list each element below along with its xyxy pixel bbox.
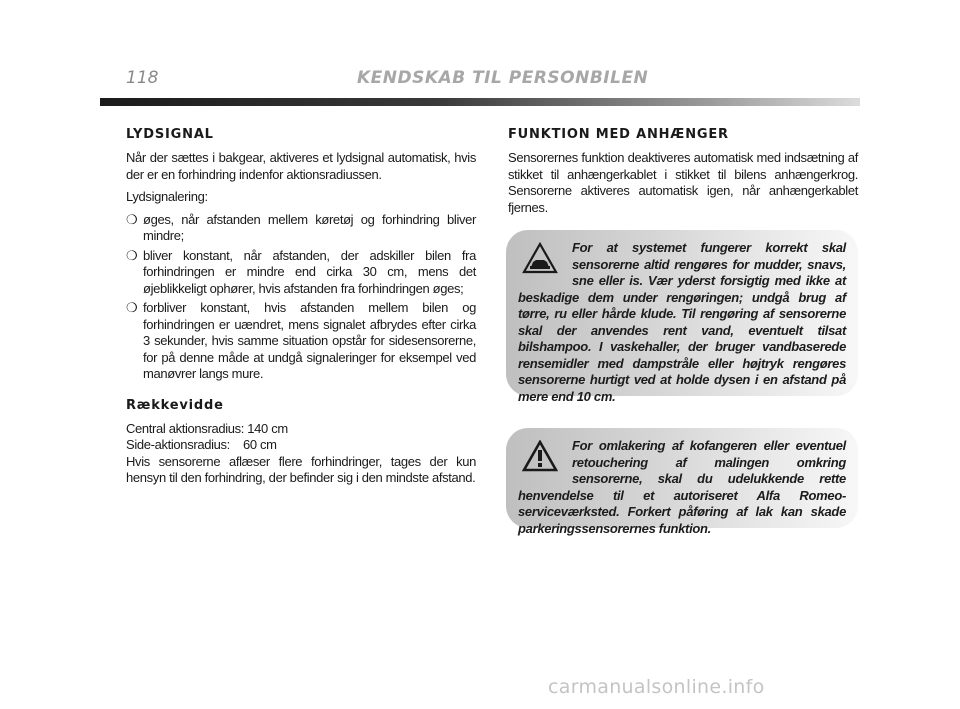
central-range-line — [126, 421, 476, 438]
bumper-paint-note-text: For omlakering af kofangeren eller eventuel retouchering af malingen omkring sensorerne, skal du udelukkende rette henvendelse til et autoriseret Alfa Romeo-serviceværksted. Forkert påføring af lak kan skade parkeringssensorernes funktion. — [518, 438, 846, 536]
page-number: 118 — [126, 68, 159, 88]
list-item — [126, 212, 476, 245]
circle-bullet-icon: ❍ — [126, 300, 138, 315]
lydsignal-bullet-list — [126, 212, 476, 383]
anhaenger-text: Sensorernes funktion deaktiveres automatisk med indsætning af stikket til anhængerkablet i stikket til bilens anhængerkrog. Sensorerne aktiveres automatisk igen, når anhængerkablet fjernes. — [508, 150, 858, 215]
right-column — [508, 126, 858, 222]
header-rule — [100, 98, 860, 106]
exclamation-warning-triangle-icon — [522, 440, 558, 472]
sensor-cleaning-note — [506, 230, 858, 404]
list-item-text: øges, når afstanden mellem køretøj og forhindring bliver mindre; — [143, 211, 476, 243]
lydsignal-intro: Når der sættes i bakgear, aktiveres et lydsignal automatisk, hvis der er en forhindring indenfor aktionsradiussen. — [126, 150, 476, 182]
list-item — [126, 300, 476, 383]
bumper-paint-note — [506, 428, 858, 536]
central-range-value: 140 cm — [247, 420, 288, 436]
list-item — [126, 248, 476, 298]
lydsignal-heading: LYDSIGNAL — [126, 127, 214, 142]
watermark: carmanualsonline.info — [548, 676, 765, 698]
page-header-title: KENDSKAB TIL PERSONBILEN — [357, 68, 649, 88]
circle-bullet-icon: ❍ — [126, 211, 138, 227]
central-range-label: Central aktionsradius: — [126, 420, 245, 436]
side-range-label: Side-aktionsradius: — [126, 437, 230, 452]
anhaenger-heading: FUNKTION MED ANHÆNGER — [508, 127, 729, 142]
circle-bullet-icon: ❍ — [126, 247, 138, 263]
left-column — [126, 126, 476, 493]
car-warning-triangle-icon — [522, 242, 558, 274]
side-range-line — [126, 437, 476, 454]
raekkevidde-text: Hvis sensorerne aflæser flere forhindringer, tages der kun hensyn til den forhindring, der befinder sig i den mindste afstand. — [126, 453, 476, 485]
sensor-cleaning-note-text: For at systemet fungerer korrekt skal sensorerne altid rengøres for mudder, snavs, sne eller is. Vær yderst forsigtig med ikke at beskadige dem under rengøringen; undgå brug af tørre, ru eller hårde klude. Til rengøring af sensorerne skal der anvendes rent vand, eventuelt tilsat bilshampoo. I vaskehaller, der bruger vandbaserede rensemidler med dampstråle eller højtryk rengøres sensorerne hurtigt ved at holde dysen i en afstand på mere end 10 cm. — [518, 240, 846, 404]
raekkevidde-heading: Rækkevidde — [126, 397, 224, 413]
side-range-value: 60 cm — [242, 437, 277, 452]
list-item-text: forbliver konstant, hvis afstanden mellem bilen og forhindringen er uændret, mens signalet afbrydes efter cirka 3 sekunder, hvis samme situation opstår for sidesensorerne, for på denne måde at undgå signaleringer for eksempel ved manøvrer langs mure. — [143, 300, 476, 381]
list-item-text: bliver konstant, når afstanden, der adskiller bilen fra forhindringen er mindre end cirka 30 cm, mens det øjeblikkeligt ophører, hvis afstanden fra forhindringen øges; — [143, 247, 476, 296]
lydsignalering-label: Lydsignalering: — [126, 189, 208, 204]
